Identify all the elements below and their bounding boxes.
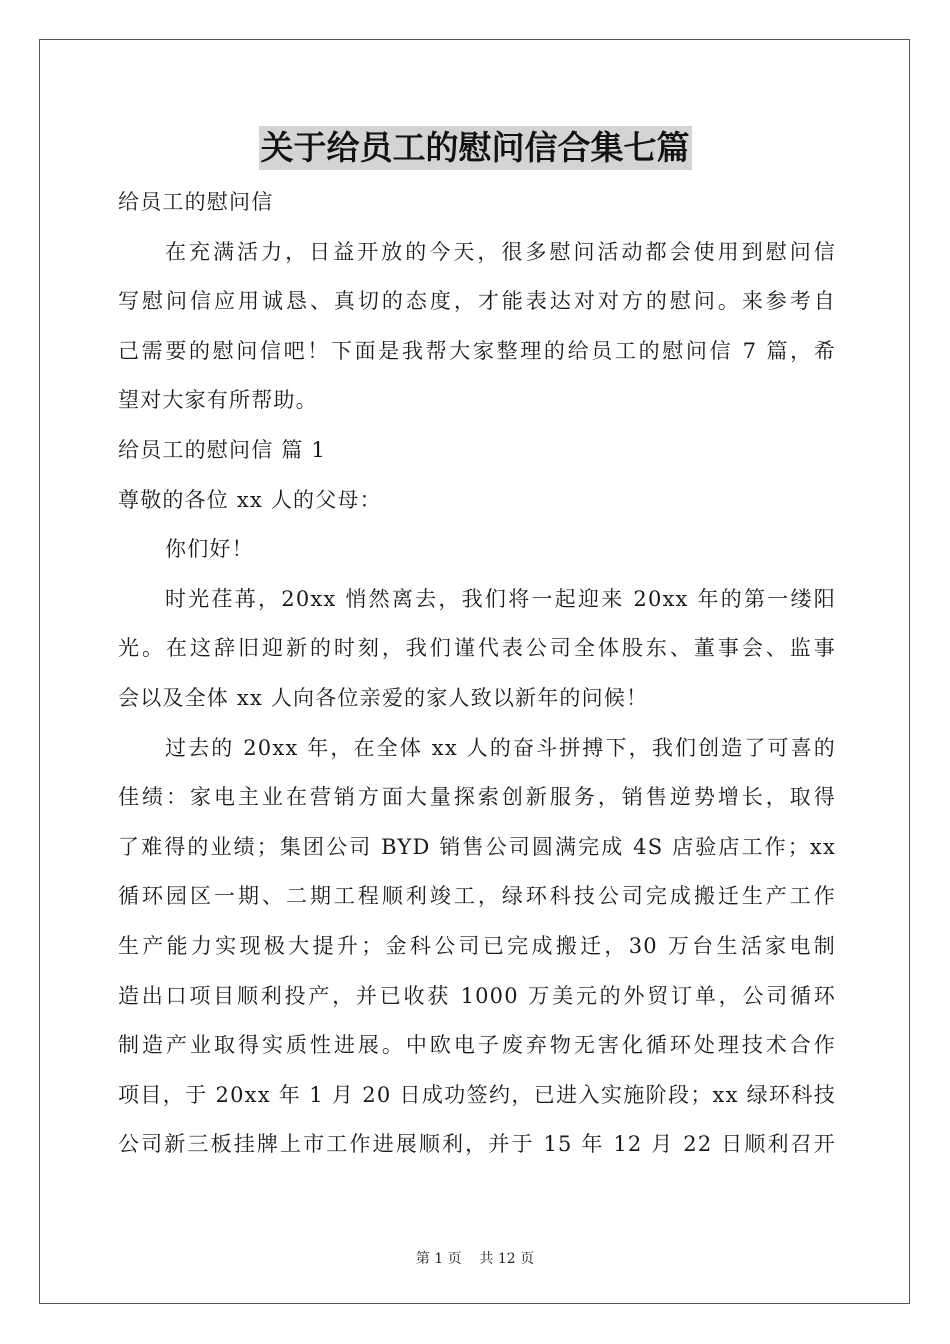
text-line: 己需要的慰问信吧！下面是我帮大家整理的给员工的慰问信 7 篇，希 bbox=[118, 338, 836, 363]
text-line: 佳绩：家电主业在营销方面大量探索创新服务，销售逆势增长，取得 bbox=[118, 785, 836, 810]
page-footer: 第 1 页 共 12 页 bbox=[415, 1251, 535, 1267]
text-line: 造出口项目顺利投产，并已收获 1000 万美元的外贸订单，公司循环 bbox=[118, 983, 836, 1008]
text-line: 尊敬的各位 xx 人的父母： bbox=[118, 487, 382, 512]
text-line: 生产能力实现极大提升；金科公司已完成搬迁，30 万台生活家电制 bbox=[118, 933, 836, 958]
text-line: 了难得的业绩；集团公司 BYD 销售公司圆满完成 4S 店验店工作；xx bbox=[118, 834, 836, 859]
document-body bbox=[118, 178, 836, 1170]
text-line: 光。在这辞旧迎新的时刻，我们谨代表公司全体股东、董事会、监事 bbox=[118, 636, 836, 661]
text-line: 制造产业取得实质性进展。中欧电子废弃物无害化循环处理技术合作 bbox=[118, 1033, 836, 1058]
document-title: 关于给员工的慰问信合集七篇 bbox=[259, 126, 692, 170]
text-line: 望对大家有所帮助。 bbox=[118, 388, 318, 413]
text-line: 会以及全体 xx 人向各位亲爱的家人致以新年的问候！ bbox=[118, 685, 649, 710]
text-line: 在充满活力，日益开放的今天，很多慰问活动都会使用到慰问信 bbox=[165, 239, 836, 264]
text-line: 时光荏苒，20xx 悄然离去，我们将一起迎来 20xx 年的第一缕阳 bbox=[165, 586, 836, 611]
text-line: 给员工的慰问信 篇 1 bbox=[118, 437, 326, 462]
text-line: 过去的 20xx 年，在全体 xx 人的奋斗拼搏下，我们创造了可喜的 bbox=[165, 735, 836, 760]
text-line: 写慰问信应用诚恳、真切的态度，才能表达对对方的慰问。来参考自 bbox=[118, 289, 836, 314]
text-line: 给员工的慰问信 bbox=[118, 190, 274, 214]
title-container bbox=[0, 126, 950, 170]
text-line: 公司新三板挂牌上市工作进展顺利，并于 15 年 12 月 22 日顺利召开 bbox=[118, 1132, 836, 1157]
text-line: 循环园区一期、二期工程顺利竣工，绿环科技公司完成搬迁生产工作 bbox=[118, 884, 836, 909]
text-line: 项目，于 20xx 年 1 月 20 日成功签约，已进入实施阶段；xx 绿环科技 bbox=[118, 1082, 836, 1107]
text-line: 你们好！ bbox=[165, 537, 254, 562]
